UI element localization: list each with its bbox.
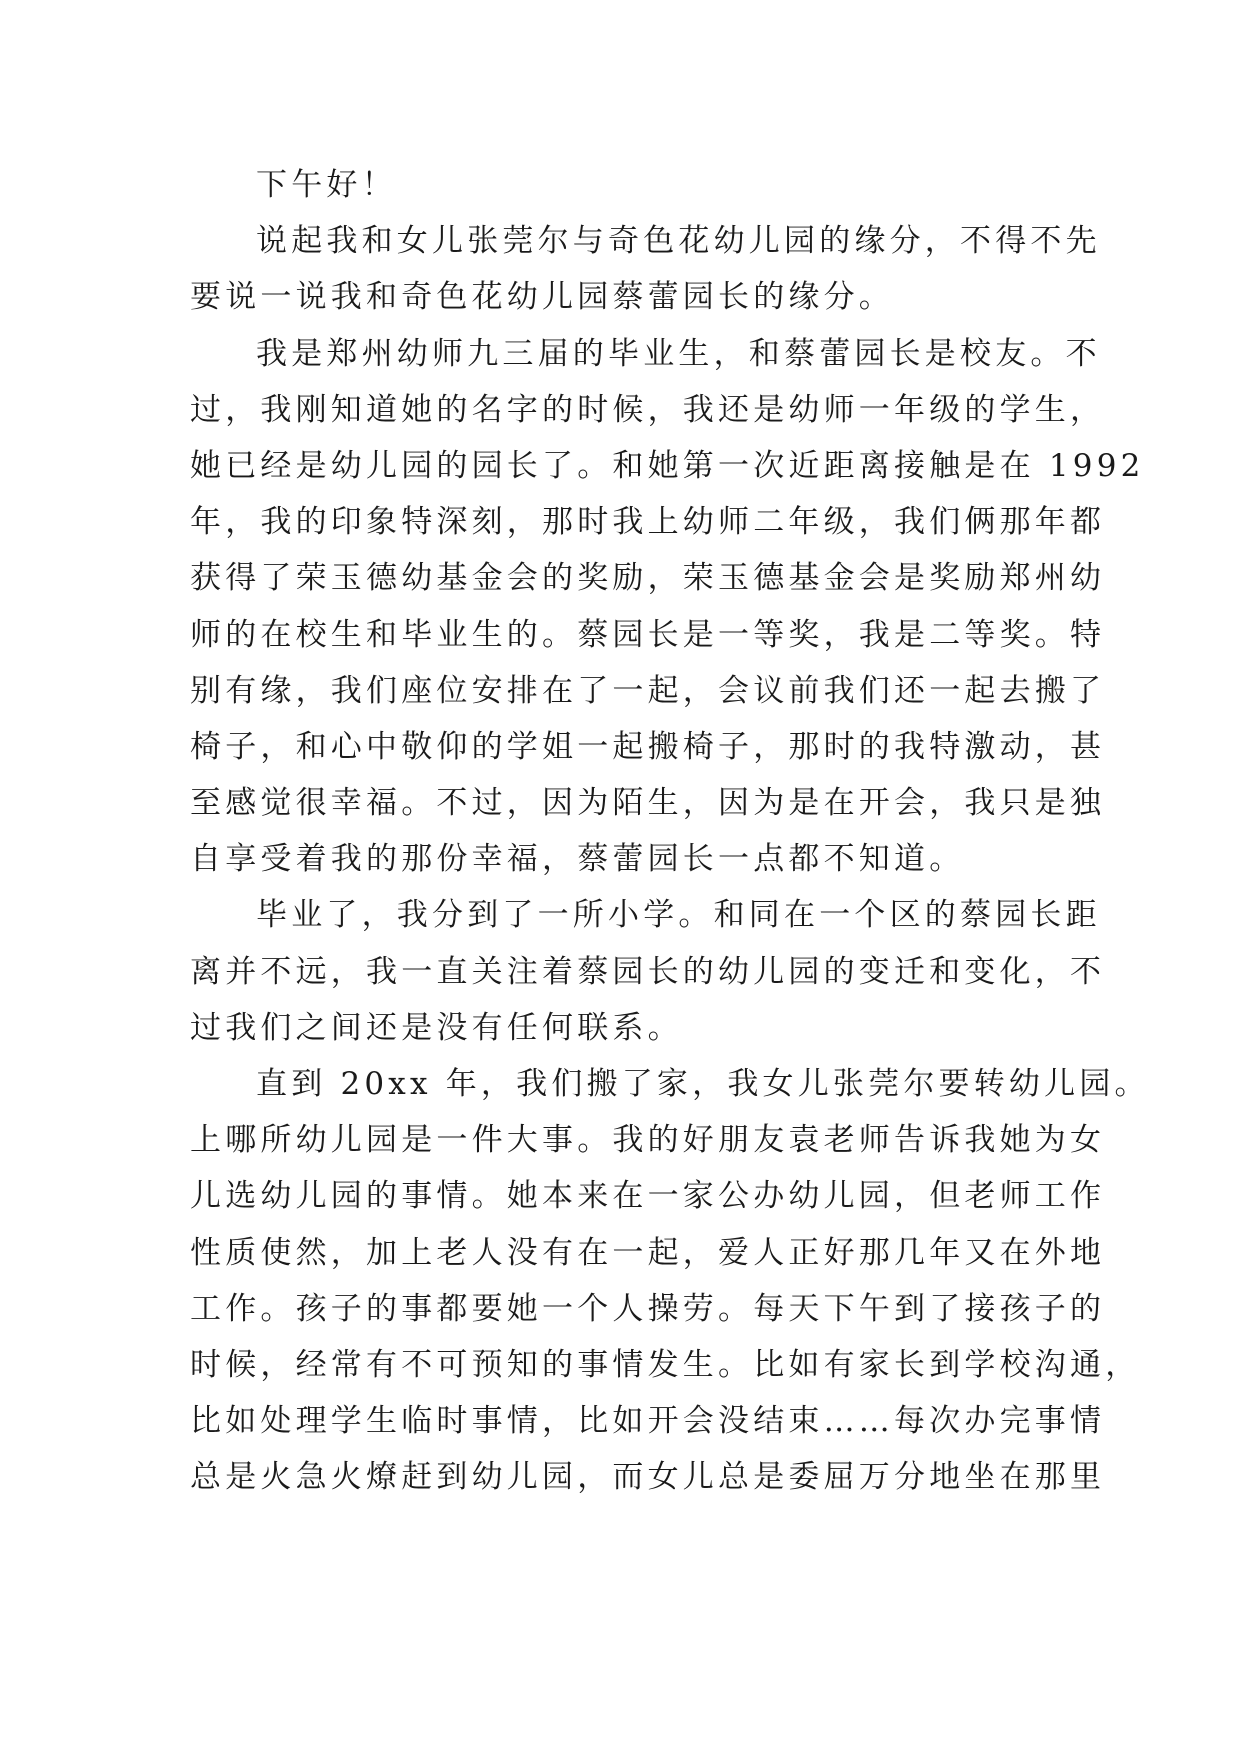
- text-line: 儿选幼儿园的事情。她本来在一家公办幼儿园，但老师工作: [190, 1178, 1106, 1215]
- text-line: 别有缘，我们座位安排在了一起，会议前我们还一起去搬了: [190, 672, 1106, 709]
- text-line: 过，我刚知道她的名字的时候，我还是幼师一年级的学生，: [190, 391, 1106, 428]
- text-line: 工作。孩子的事都要她一个人操劳。每天下午到了接孩子的: [190, 1290, 1106, 1327]
- text-line: 离并不远，我一直关注着蔡园长的幼儿园的变迁和变化，不: [190, 953, 1106, 990]
- text-line: 性质使然，加上老人没有在一起，爱人正好那几年又在外地: [190, 1234, 1106, 1271]
- text-line: 直到 20xx 年，我们搬了家，我女儿张莞尔要转幼儿园。: [256, 1066, 1150, 1102]
- text-line: 获得了荣玉德幼基金会的奖励，荣玉德基金会是奖励郑州幼: [190, 560, 1106, 597]
- text-line: 我是郑州幼师九三届的毕业生，和蔡蕾园长是校友。不: [256, 335, 1101, 372]
- text-line: 要说一说我和奇色花幼儿园蔡蕾园长的缘分。: [190, 279, 894, 316]
- text-line: 上哪所幼儿园是一件大事。我的好朋友袁老师告诉我她为女: [190, 1122, 1106, 1159]
- text-line: 过我们之间还是没有任何联系。: [190, 1009, 683, 1046]
- text-line: 她已经是幼儿园的园长了。和她第一次近距离接触是在 1992: [190, 447, 1145, 484]
- text-line: 时候，经常有不可预知的事情发生。比如有家长到学校沟通，: [190, 1346, 1141, 1383]
- text-line: 说起我和女儿张莞尔与奇色花幼儿园的缘分，不得不先: [256, 223, 1101, 260]
- text-line: 椅子，和心中敬仰的学姐一起搬椅子，那时的我特激动，甚: [190, 728, 1106, 765]
- text-line: 至感觉很幸福。不过，因为陌生，因为是在开会，我只是独: [190, 785, 1106, 822]
- text-line: 年，我的印象特深刻，那时我上幼师二年级，我们俩那年都: [190, 504, 1106, 541]
- text-line: 总是火急火燎赶到幼儿园，而女儿总是委屈万分地坐在那里: [190, 1459, 1106, 1496]
- text-line: 比如处理学生临时事情，比如开会没结束……每次办完事情: [190, 1403, 1106, 1440]
- text-line: 毕业了，我分到了一所小学。和同在一个区的蔡园长距: [256, 897, 1101, 934]
- text-line: 师的在校生和毕业生的。蔡园长是一等奖，我是二等奖。特: [190, 616, 1106, 653]
- text-line: 下午好！: [256, 167, 397, 203]
- document-body: [190, 157, 1150, 1506]
- text-line: 自享受着我的那份幸福，蔡蕾园长一点都不知道。: [190, 841, 965, 878]
